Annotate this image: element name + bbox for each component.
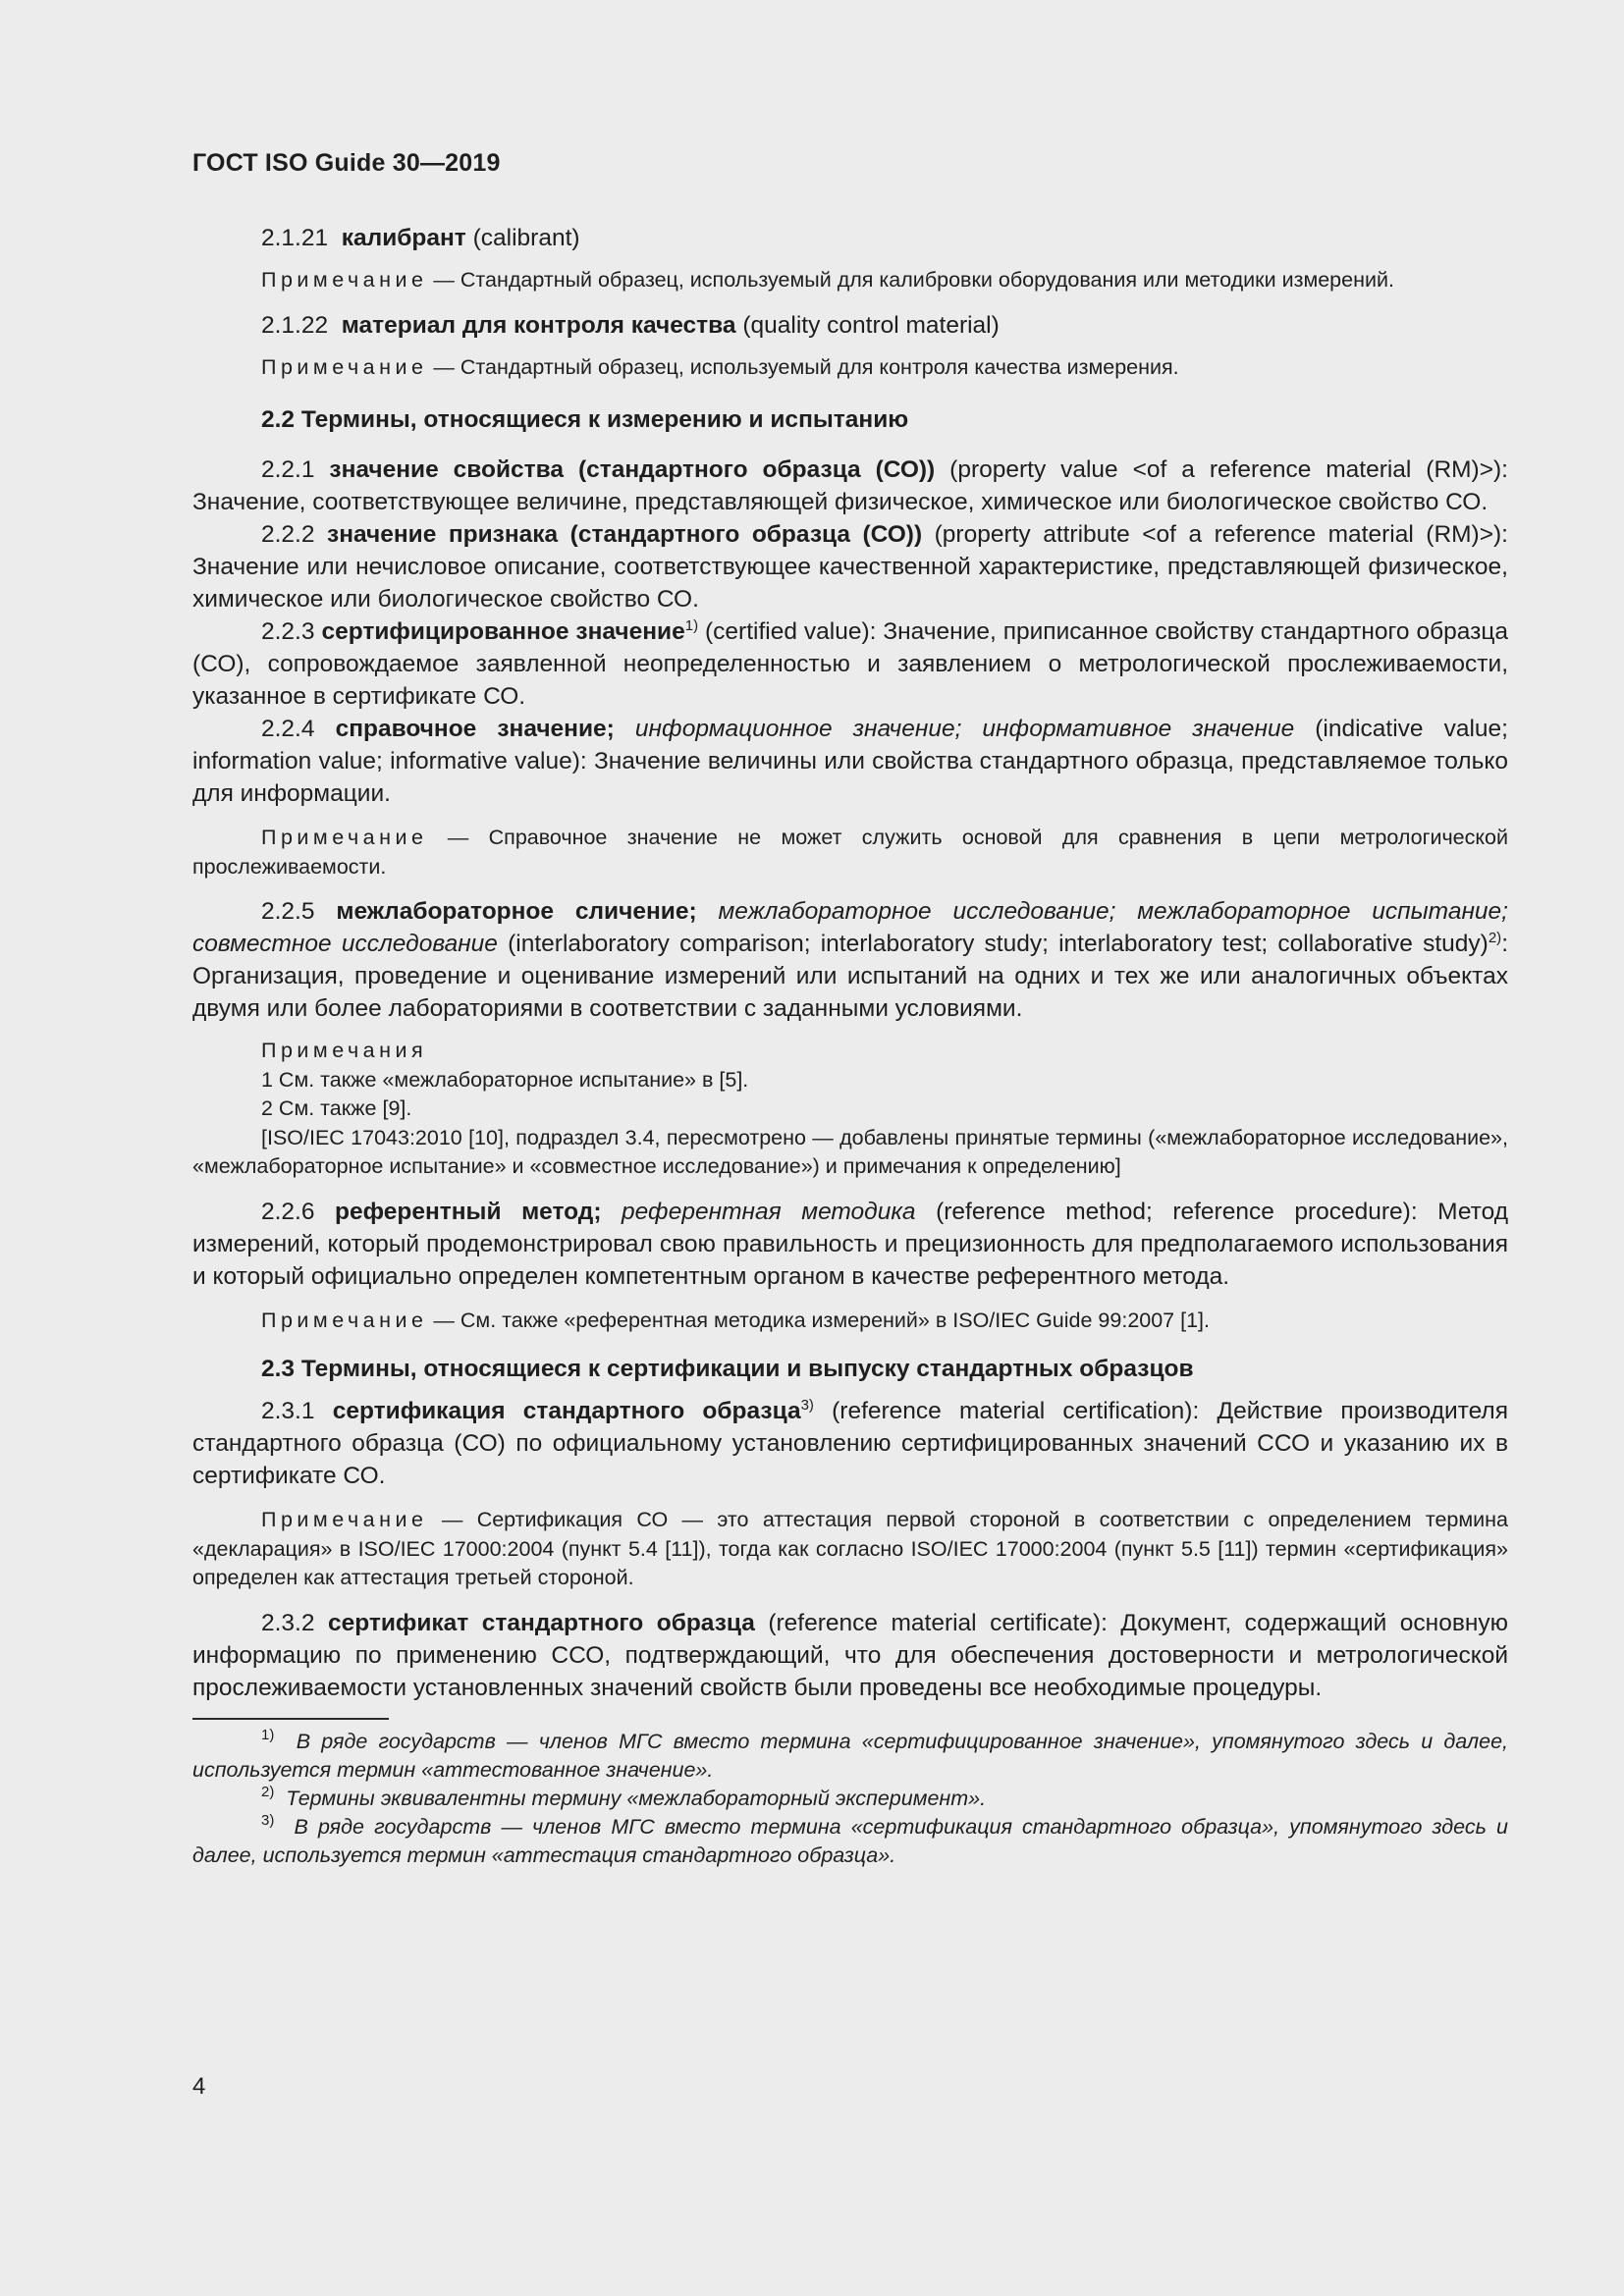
footnote-ref: 1) — [684, 617, 699, 634]
term-name: значение свойства (стандартного образца (СО)) — [329, 456, 936, 483]
footnote-ref: 2) — [1488, 930, 1502, 946]
term-number: 2.3.1 — [261, 1398, 315, 1424]
term-definition: (indicative value; information value; informative value): Значение величины или свойства стандартного образца, представляемое только для информации. — [192, 716, 1508, 807]
term-2-3-2 — [192, 1607, 1508, 1704]
note-text: — Справочное значение не может служить основой для сравнения в цепи метрологической прослеживаемости. — [192, 826, 1508, 879]
note-label: Примечание — [261, 1308, 428, 1332]
term-definition: (reference method; reference procedure): Метод измерений, который продемонстрировал свою правильность и прецизионность для предполагаемого использования и который официально определен компетентным органом в качестве референтного метода. — [192, 1198, 1508, 1290]
note-label: Примечание — [261, 268, 428, 292]
term-number: 2.2.1 — [261, 456, 315, 483]
page-number: 4 — [192, 2073, 206, 2100]
term-definition: : Организация, проведение и оценивание измерений или испытаний на одних и тех же или аналогичных объектах двумя или более лабораториями в соответствии с заданными условиями. — [192, 931, 1508, 1022]
term-2-1-22 — [192, 309, 1508, 342]
note-label: Примечание — [261, 826, 428, 849]
footnote-mark: 3) — [261, 1811, 275, 1829]
term-number: 2.3.2 — [261, 1609, 315, 1636]
term-2-2-4 — [192, 713, 1508, 810]
term-name: справочное значение; — [335, 716, 615, 742]
term-2-2-1 — [192, 454, 1508, 518]
footnote-text: В ряде государств — членов МГС вместо термина «сертификация стандартного образца», упомянутого здесь и далее, используется термин «аттестация стандартного образца». — [192, 1814, 1508, 1867]
note-2-2-6 — [192, 1307, 1508, 1336]
term-name: калибрант — [341, 225, 466, 251]
term-name: сертификация стандартного образца — [332, 1398, 801, 1424]
term-name: сертифицированное значение — [321, 618, 685, 645]
note-2-3-1 — [192, 1506, 1508, 1593]
footnote-mark: 1) — [261, 1726, 275, 1743]
term-english: (quality control material) — [742, 311, 1000, 339]
term-2-3-1 — [192, 1395, 1508, 1492]
footnote-mark: 2) — [261, 1783, 275, 1800]
document-header: ГОСТ ISO Guide 30—2019 — [192, 149, 501, 177]
section-title-2-3: 2.3 Термины, относящиеся к сертификации и выпуску стандартных образцов — [261, 1356, 1194, 1382]
source-reference: [ISO/IEC 17043:2010 [10], подраздел 3.4, пересмотрено — добавлены принятые термины («межлабораторное исследование», «межлабораторное испытание» и «совместное исследование») и примечания к определению] — [192, 1125, 1508, 1178]
section-title-2-2: 2.2 Термины, относящиеся к измерению и испытанию — [261, 406, 909, 433]
note-text: — См. также «референтная методика измерений» в ISO/IEC Guide 99:2007 [1]. — [427, 1308, 1210, 1332]
term-definition: (property attribute <of a reference material (RM)>): Значение или нечисловое описание, соответствующее качественной характеристике, представляющей физическое, химическое или биологическое свойство СО. — [192, 521, 1508, 613]
term-definition: (reference material certificate): Документ, содержащий основную информацию по применению ССО, подтверждающий, что для обеспечения достоверности и метрологической прослеживаемости установленных значений свойств были проведены все необходимые процедуры. — [192, 1609, 1508, 1701]
footnote-ref: 3) — [800, 1397, 814, 1414]
note-2-1-22 — [192, 353, 1508, 383]
notes-label: Примечания — [261, 1039, 428, 1062]
term-2-1-21 — [192, 222, 1508, 254]
term-name: межлабораторное сличение; — [336, 898, 697, 925]
footnote-1 — [192, 1728, 1508, 1785]
term-2-2-6 — [192, 1196, 1508, 1293]
term-name: сертификат стандартного образца — [327, 1609, 755, 1636]
footnote-text: Термины эквивалентны термину «межлабораторный эксперимент». — [286, 1786, 987, 1810]
footnote-2 — [192, 1785, 1508, 1813]
note-label: Примечание — [261, 354, 428, 379]
term-english: (interlaboratory comparison; interlaboratory study; interlaboratory test; collaborative study) — [497, 931, 1489, 957]
term-definition: (property value <of a reference material (RM)>): Значение, соответствующее величине, представляющей физическое, химическое или биологическое свойство СО. — [192, 456, 1508, 515]
term-2-2-3 — [192, 615, 1508, 713]
term-name: материал для контроля качества — [341, 311, 736, 339]
term-definition: (reference material certification): Действие производителя стандартного образца (СО) по официальному установлению сертифицированных значений ССО и указанию их в сертификате СО. — [192, 1398, 1508, 1489]
note-text: — Стандартный образец, используемый для калибровки оборудования или методики измерений. — [427, 268, 1394, 292]
term-2-2-2 — [192, 518, 1508, 615]
term-name: референтный метод; — [335, 1198, 602, 1225]
note-2-2-4 — [192, 824, 1508, 881]
term-number: 2.1.21 — [261, 225, 329, 251]
term-name: значение признака (стандартного образца (СО)) — [327, 521, 923, 548]
term-number: 2.2.5 — [261, 898, 315, 925]
term-synonyms: информационное значение; информативное значение — [614, 716, 1295, 742]
note-2-1-21 — [192, 266, 1508, 295]
footnote-separator — [192, 1718, 389, 1720]
term-definition: (certified value): Значение, приписанное свойству стандартного образца (СО), сопровождаемое заявленной неопределенностью и заявлением о метрологической прослеживаемости, указанное в сертификате СО. — [192, 618, 1508, 710]
term-number: 2.2.4 — [261, 716, 315, 742]
term-2-2-5 — [192, 895, 1508, 1025]
note-item: 1 См. также «межлабораторное испытание» в [5]. — [261, 1067, 749, 1092]
term-number: 2.2.2 — [261, 521, 315, 548]
notes-2-2-5 — [192, 1037, 1508, 1182]
footnote-text: В ряде государств — членов МГС вместо термина «сертифицированное значение», упомянутого здесь и далее, используется термин «аттестованное значение». — [192, 1729, 1509, 1782]
document-body — [192, 222, 1508, 1870]
note-label: Примечание — [261, 1508, 428, 1531]
footnote-3 — [192, 1813, 1508, 1870]
term-synonyms: референтная методика — [601, 1198, 916, 1225]
note-item: 2 См. также [9]. — [261, 1096, 412, 1120]
term-number: 2.1.22 — [261, 311, 329, 339]
term-number: 2.2.6 — [261, 1198, 315, 1225]
note-text: — Стандартный образец, используемый для контроля качества измерения. — [427, 354, 1179, 379]
term-synonyms: межлабораторное исследование; межлабораторное испытание; совместное исследование — [192, 898, 1508, 957]
note-text: — Сертификация СО — это аттестация первой стороной в соответствии с определением термина «декларация» в ISO/IEC 17000:2004 (пункт 5.4 [11]), тогда как согласно ISO/IEC 17000:2004 (пункт 5.5 [11]) термин «сертификация» определен как аттестация третьей стороной. — [192, 1508, 1508, 1589]
term-english: (calibrant) — [472, 225, 580, 251]
term-number: 2.2.3 — [261, 618, 315, 645]
